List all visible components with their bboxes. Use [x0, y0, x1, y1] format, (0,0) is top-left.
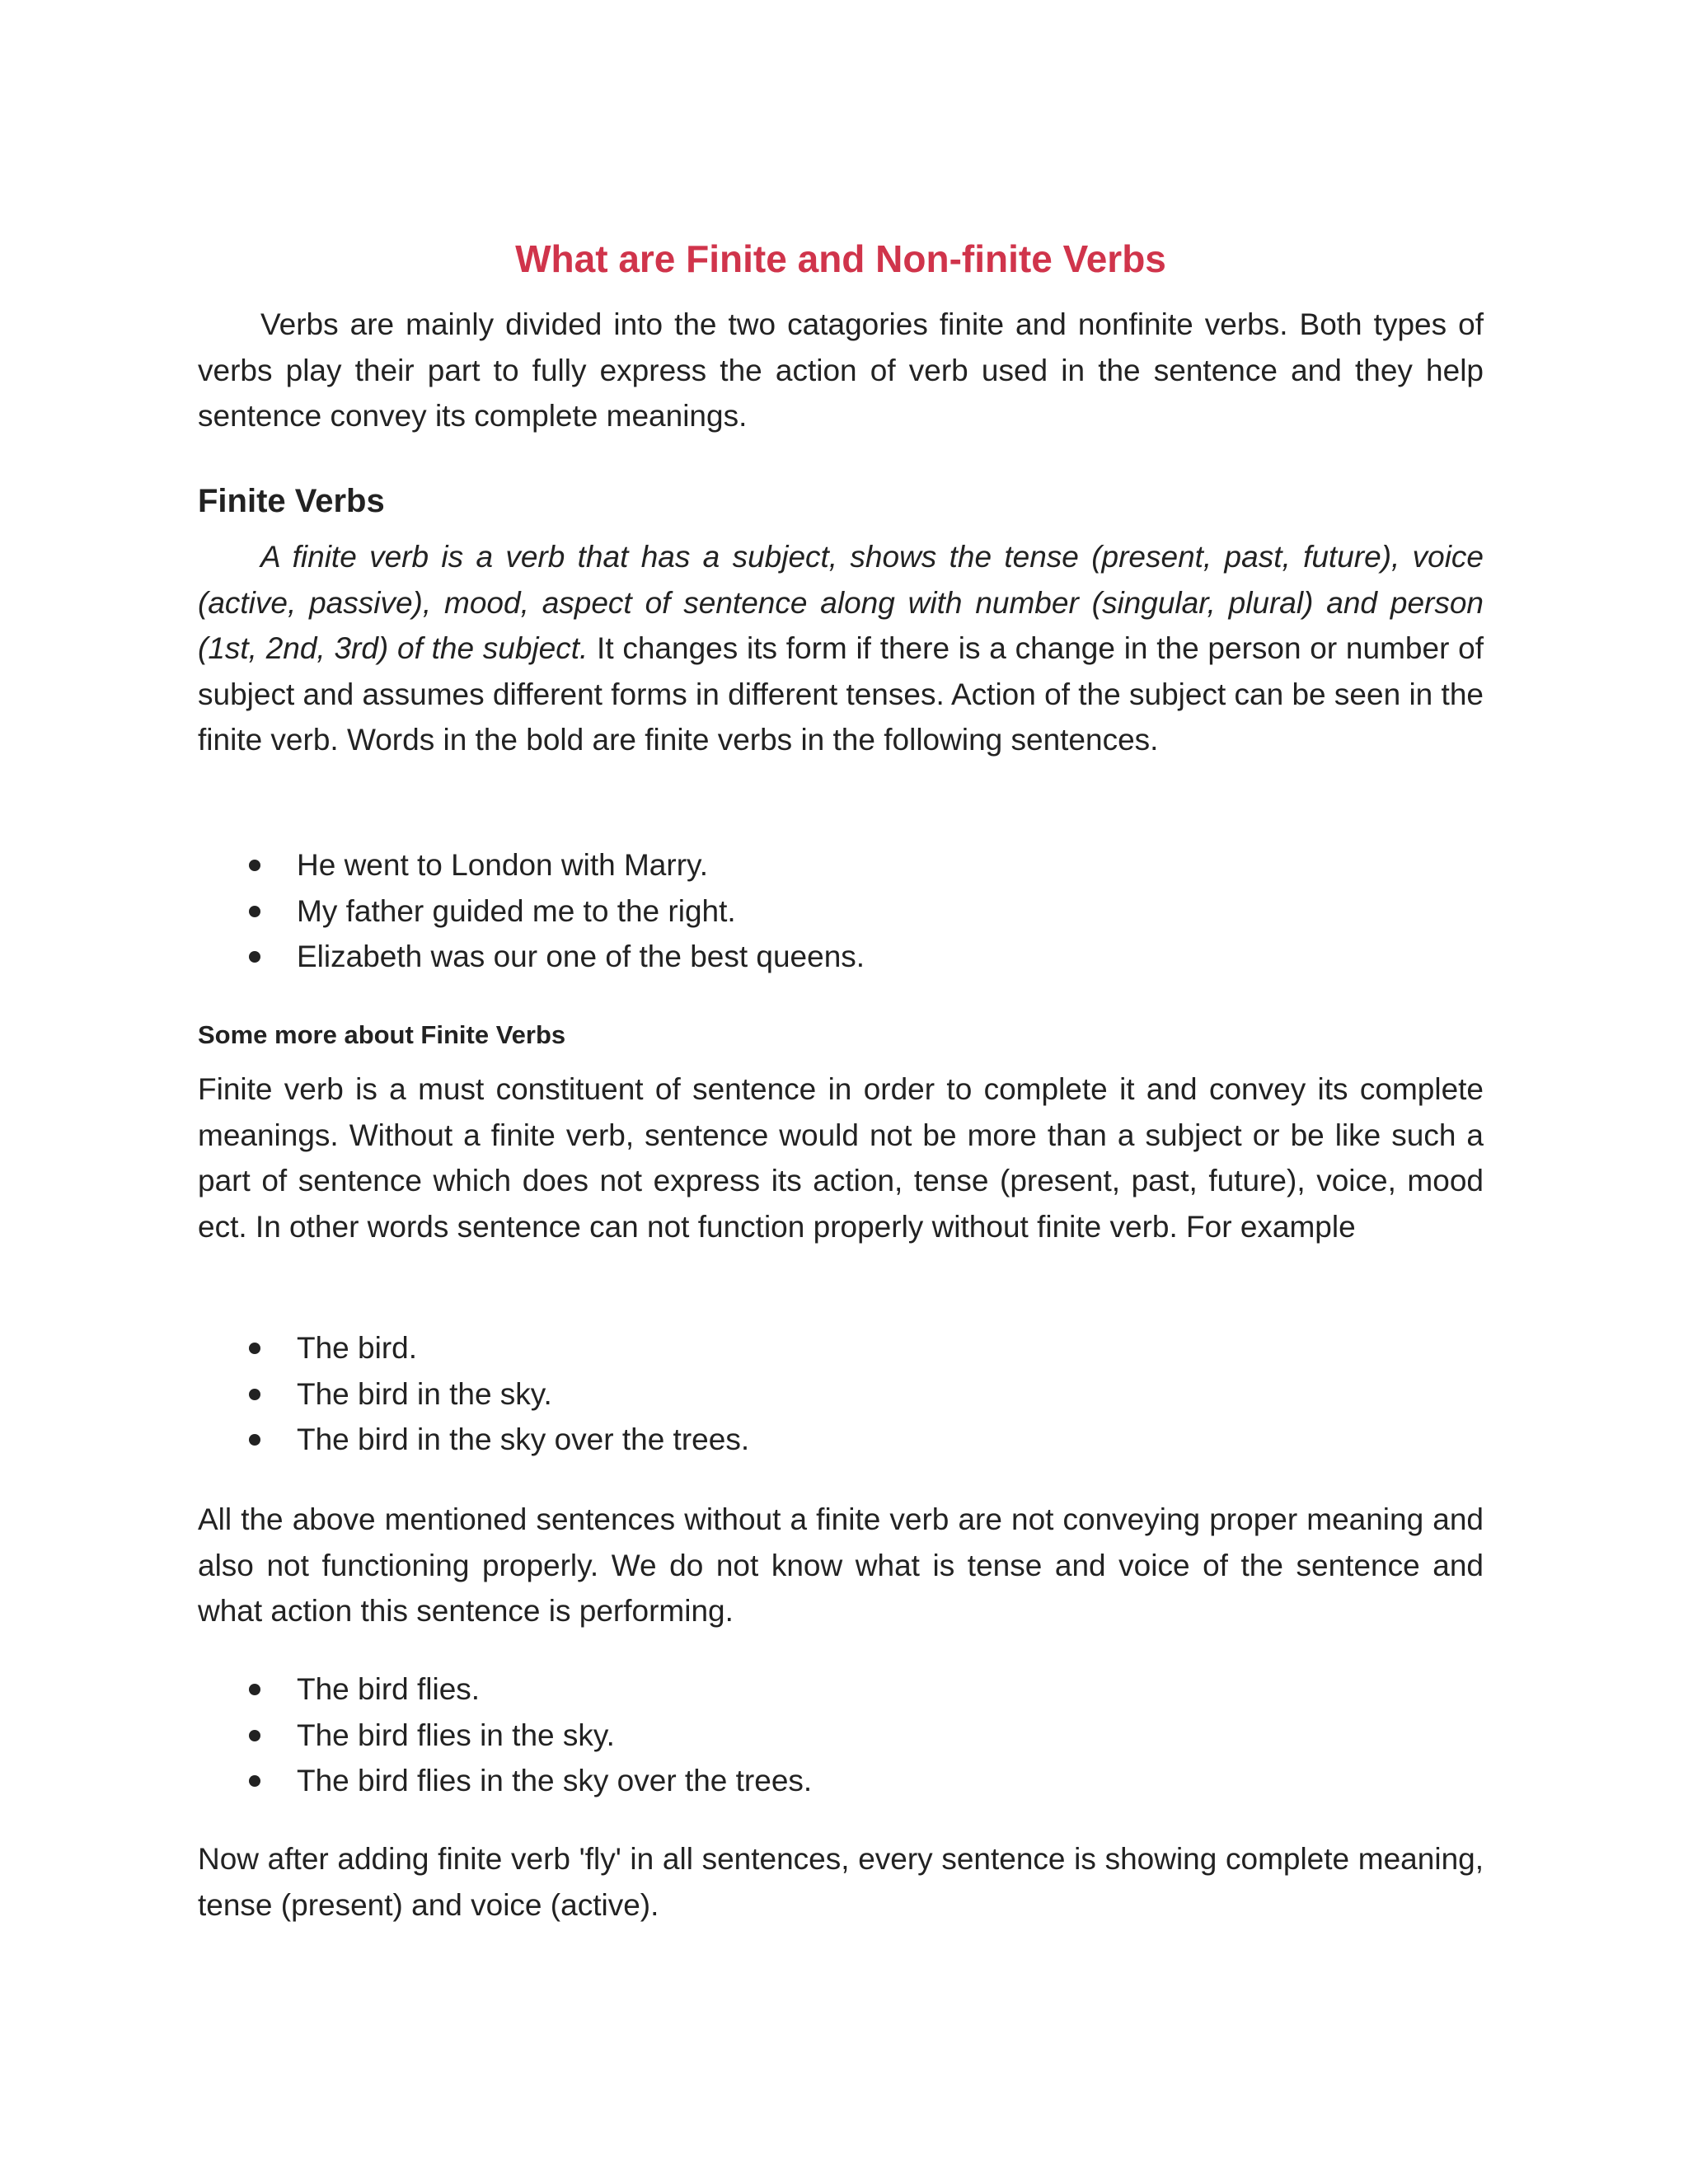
list-item-text: The bird in the sky over the trees.	[297, 1422, 750, 1456]
finite-examples-list	[198, 842, 1484, 980]
bullet-icon	[249, 1684, 260, 1695]
list-item-text: The bird in the sky.	[297, 1376, 552, 1411]
list-item	[198, 1417, 1484, 1463]
page-title: What are Finite and Non-finite Verbs	[515, 237, 1166, 280]
bullet-icon	[249, 906, 260, 917]
list-item-text: Elizabeth was our one of the best queens.	[297, 940, 865, 973]
intro-paragraph: Verbs are mainly divided into the two catagories finite and nonfinite verbs. Both types of verbs play their part to fully express the action of verb used in the sentence and they help sentence convey its complete meanings.	[198, 307, 1484, 433]
bullet-icon	[249, 1434, 260, 1446]
finite-definition-rest: It changes its form if there is a change in the person or number of subject and assumes different forms in different tenses. Action of the subject can be seen in the finite verb. Words in the bold are finite verbs in the following sentences.	[198, 631, 1484, 757]
list-item	[198, 888, 1484, 935]
list-item-text: The bird flies in the sky over the trees.	[297, 1764, 813, 1797]
conclusion-paragraph: Now after adding finite verb 'fly' in all sentences, every sentence is showing complete meaning, tense (present) and voice (active).	[198, 1842, 1484, 1922]
list-item	[198, 1371, 1484, 1418]
bullet-icon	[249, 860, 260, 871]
list-item-text: The bird.	[297, 1331, 418, 1365]
list-item	[198, 1758, 1484, 1804]
examples-without-list	[198, 1325, 1484, 1463]
list-item	[198, 1666, 1484, 1713]
list-item	[198, 842, 1484, 888]
list-item	[198, 1713, 1484, 1759]
finite-definition-italic: A finite verb is a verb that has a subject, shows the tense (present, past, future), voice (active, passive), mood, aspect of sentence along with number (singular, plural) and person (1st, 2nd, 3rd) of the subject.	[198, 540, 1484, 665]
list-item-text: The bird flies.	[297, 1672, 481, 1706]
more-paragraph: Finite verb is a must constituent of sentence in order to complete it and convey its complete meanings. Without a finite verb, sentence would not be more than a subject or be like such a part of sentence which does not express its action, tense (present, past, future), voice, mood ect. In other words sentence can not function properly without finite verb. For example	[198, 1072, 1484, 1244]
list-item	[198, 1325, 1484, 1371]
bullet-icon	[249, 1343, 260, 1354]
finite-definition-paragraph	[198, 534, 1484, 763]
list-item-text: He went to London with Marry.	[297, 848, 709, 882]
list-item	[198, 934, 1484, 980]
explanation-paragraph: All the above mentioned sentences without a finite verb are not conveying proper meaning and also not functioning properly. We do not know what is tense and voice of the sentence and what action this sentence is performing.	[198, 1502, 1484, 1628]
finite-verbs-heading: Finite Verbs	[198, 483, 385, 519]
bullet-icon	[249, 1389, 260, 1400]
bullet-icon	[249, 951, 260, 963]
bullet-icon	[249, 1730, 260, 1741]
list-item-text: The bird flies in the sky.	[297, 1718, 615, 1752]
list-item-text: My father guided me to the right.	[297, 893, 736, 928]
bullet-icon	[249, 1775, 260, 1787]
some-more-heading: Some more about Finite Verbs	[198, 1020, 566, 1049]
examples-with-list	[198, 1666, 1484, 1804]
